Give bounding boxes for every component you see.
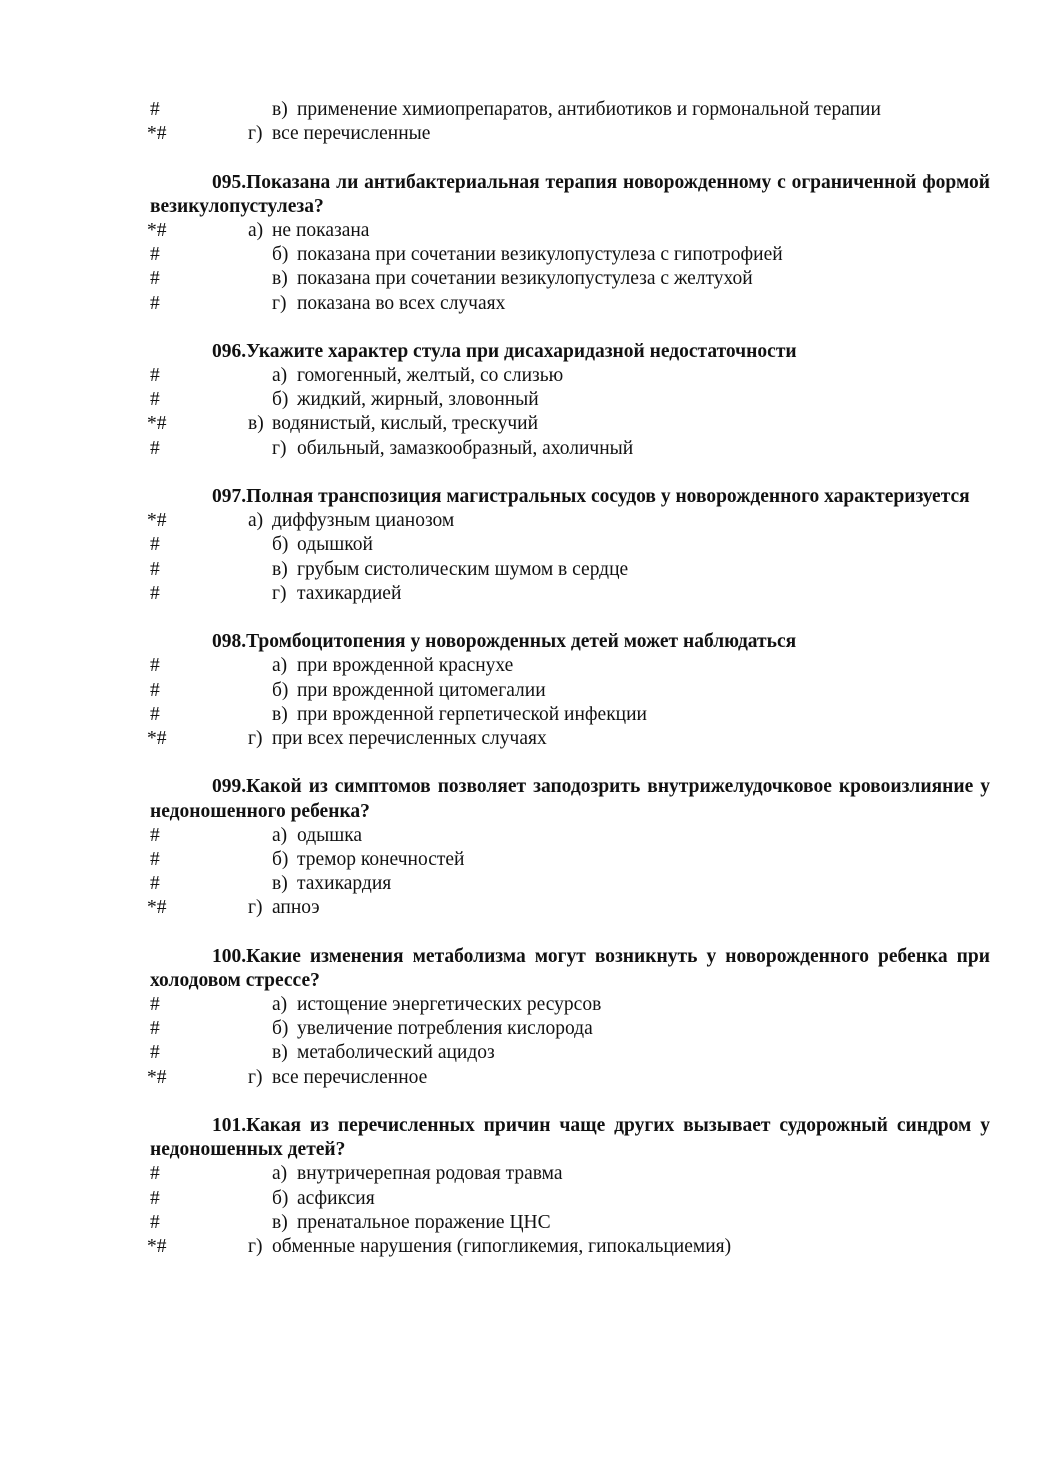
answer-option-correct xyxy=(147,1066,990,1090)
answer-option xyxy=(150,872,990,896)
answer-letter: в) xyxy=(272,268,288,290)
answer-text: увеличение потребления кислорода xyxy=(297,1018,593,1040)
answer-mark: # xyxy=(150,534,160,556)
answer-text: все перечисленные xyxy=(272,123,431,145)
answer-mark: # xyxy=(150,365,160,387)
answer-mark: *# xyxy=(147,413,167,435)
answer-mark: # xyxy=(150,1187,160,1209)
answer-letter: г) xyxy=(248,1235,263,1257)
answer-option xyxy=(150,1017,990,1041)
answer-letter: г) xyxy=(248,123,263,145)
answer-mark: *# xyxy=(147,897,167,919)
question-title: 095.Показана ли антибактериальная терапия новорожденному с ограниченной формой везикулопустулеза? xyxy=(150,171,990,217)
answer-mark: # xyxy=(150,437,160,459)
answer-text: истощение энергетических ресурсов xyxy=(297,994,602,1016)
answer-mark: # xyxy=(150,99,160,120)
answer-mark: # xyxy=(150,244,160,266)
answer-option xyxy=(150,292,990,316)
answer-mark: *# xyxy=(147,510,167,532)
answer-letter: г) xyxy=(248,897,263,919)
answer-letter: б) xyxy=(272,848,289,870)
answer-option xyxy=(150,824,990,848)
question-block xyxy=(147,945,990,1090)
answer-option xyxy=(150,848,990,872)
answer-text: гомогенный, желтый, со слизью xyxy=(297,365,564,387)
answer-letter: г) xyxy=(272,437,287,459)
answer-text: при врожденной герпетической инфекции xyxy=(297,703,647,725)
answer-mark: *# xyxy=(147,1235,167,1257)
answer-text: тахикардия xyxy=(297,873,392,895)
answer-option xyxy=(150,98,990,122)
answer-text: одышка xyxy=(297,824,363,846)
question-title: 099.Какой из симптомов позволяет заподозрить внутрижелудочковое кровоизлияние у недоношенного ребенка? xyxy=(150,776,990,822)
answer-mark: # xyxy=(150,655,160,677)
answer-letter: в) xyxy=(272,558,288,580)
answer-letter: в) xyxy=(272,99,288,120)
answer-text: применение химиопрепаратов, антибиотиков и гормональной терапии xyxy=(297,99,881,120)
answer-text: при всех перечисленных случаях xyxy=(272,727,547,749)
answer-mark: # xyxy=(150,1042,160,1064)
answer-letter: в) xyxy=(248,413,264,435)
answer-option xyxy=(150,558,990,582)
answer-option-correct xyxy=(147,122,990,146)
answer-letter: а) xyxy=(272,365,288,387)
answer-option xyxy=(150,1187,990,1211)
answer-option-correct xyxy=(147,896,990,920)
answer-mark: # xyxy=(150,558,160,580)
question-title: 098.Тромбоцитопения у новорожденных детей может наблюдаться xyxy=(212,631,797,653)
answer-mark: # xyxy=(150,994,160,1016)
answer-mark: # xyxy=(150,1211,160,1233)
question-block xyxy=(147,775,990,920)
answer-mark: *# xyxy=(147,1066,167,1088)
answer-mark: # xyxy=(150,292,160,314)
answer-text: все перечисленное xyxy=(272,1066,428,1088)
answer-text: жидкий, жирный, зловонный xyxy=(297,389,539,411)
answer-letter: б) xyxy=(272,679,289,701)
answer-text: тахикардией xyxy=(297,582,402,604)
answer-text: одышкой xyxy=(297,534,373,556)
answer-option xyxy=(150,388,990,412)
answer-letter: б) xyxy=(272,1187,289,1209)
answer-text: апноэ xyxy=(272,897,320,919)
answer-text: метаболический ацидоз xyxy=(297,1042,495,1064)
question-title: 096.Укажите характер стула при дисахаридазной недостаточности xyxy=(212,340,797,362)
answer-mark: # xyxy=(150,389,160,411)
answer-letter: в) xyxy=(272,1042,288,1064)
answer-mark: # xyxy=(150,824,160,846)
answer-letter: а) xyxy=(272,1163,288,1185)
question-block xyxy=(147,171,990,316)
answer-letter: г) xyxy=(248,1066,263,1088)
answer-option-correct xyxy=(147,412,990,436)
answer-mark: # xyxy=(150,268,160,290)
answer-mark: *# xyxy=(147,727,167,749)
answer-option-correct xyxy=(147,1235,990,1259)
answer-text: асфиксия xyxy=(297,1187,375,1209)
answer-letter: в) xyxy=(272,1211,288,1233)
answer-text: диффузным цианозом xyxy=(272,510,455,532)
question-block xyxy=(147,1114,990,1259)
answer-option xyxy=(150,654,990,678)
answer-mark: # xyxy=(150,1018,160,1040)
answer-text: показана при сочетании везикулопустулеза с желтухой xyxy=(297,268,753,290)
answer-option xyxy=(150,437,990,461)
answer-text: при врожденной цитомегалии xyxy=(297,679,546,701)
document-page xyxy=(147,98,990,1259)
answer-option xyxy=(150,364,990,388)
answer-mark: # xyxy=(150,1163,160,1185)
answer-text: тремор конечностей xyxy=(297,848,465,870)
answer-letter: в) xyxy=(272,873,288,895)
answer-option xyxy=(150,993,990,1017)
answer-mark: # xyxy=(150,679,160,701)
answer-option xyxy=(150,243,990,267)
answer-letter: г) xyxy=(272,292,287,314)
answer-text: водянистый, кислый, трескучий xyxy=(272,413,539,435)
question-block xyxy=(147,630,990,751)
answer-option xyxy=(150,1162,990,1186)
answer-mark: # xyxy=(150,873,160,895)
answer-letter: а) xyxy=(272,655,288,677)
answer-text: не показана xyxy=(272,219,370,241)
question-title: 100.Какие изменения метаболизма могут возникнуть у новорожденного ребенка при холодовом стрессе? xyxy=(150,945,990,991)
answer-option-correct xyxy=(147,219,990,243)
answer-letter: г) xyxy=(272,582,287,604)
answer-option xyxy=(150,1211,990,1235)
question-block xyxy=(147,340,990,461)
question-block xyxy=(147,485,990,606)
answer-mark: # xyxy=(150,848,160,870)
answer-option-correct xyxy=(147,509,990,533)
answer-option xyxy=(150,1041,990,1065)
answer-text: пренатальное поражение ЦНС xyxy=(297,1211,551,1233)
answer-letter: б) xyxy=(272,534,289,556)
answer-letter: а) xyxy=(272,994,288,1016)
answer-text: обменные нарушения (гипогликемия, гипокальциемия) xyxy=(272,1235,732,1257)
answer-text: при врожденной краснухе xyxy=(297,655,514,677)
answer-option xyxy=(150,533,990,557)
answer-text: показана при сочетании везикулопустулеза с гипотрофией xyxy=(297,244,783,266)
answer-letter: а) xyxy=(248,510,264,532)
answer-mark: # xyxy=(150,703,160,725)
answer-mark: *# xyxy=(147,123,167,145)
answer-letter: б) xyxy=(272,244,289,266)
answer-text: внутричерепная родовая травма xyxy=(297,1163,563,1185)
answer-option-correct xyxy=(147,727,990,751)
answer-mark: # xyxy=(150,582,160,604)
answer-letter: а) xyxy=(248,219,264,241)
answer-letter: а) xyxy=(272,824,288,846)
question-title: 097.Полная транспозиция магистральных сосудов у новорожденного характеризуется xyxy=(212,486,970,508)
answer-text: грубым систолическим шумом в сердце xyxy=(297,558,629,580)
answer-letter: в) xyxy=(272,703,288,725)
answer-letter: г) xyxy=(248,727,263,749)
answer-mark: *# xyxy=(147,219,167,241)
answer-option xyxy=(150,679,990,703)
answer-option xyxy=(150,267,990,291)
answer-text: обильный, замазкообразный, ахоличный xyxy=(297,437,634,459)
answer-option xyxy=(150,582,990,606)
leading-answers xyxy=(147,98,990,146)
answer-letter: б) xyxy=(272,389,289,411)
answer-letter: б) xyxy=(272,1018,289,1040)
answer-option xyxy=(150,703,990,727)
question-title: 101.Какая из перечисленных причин чаще других вызывает судорожный синдром у недоношенных детей? xyxy=(150,1115,990,1161)
answer-text: показана во всех случаях xyxy=(297,292,506,314)
